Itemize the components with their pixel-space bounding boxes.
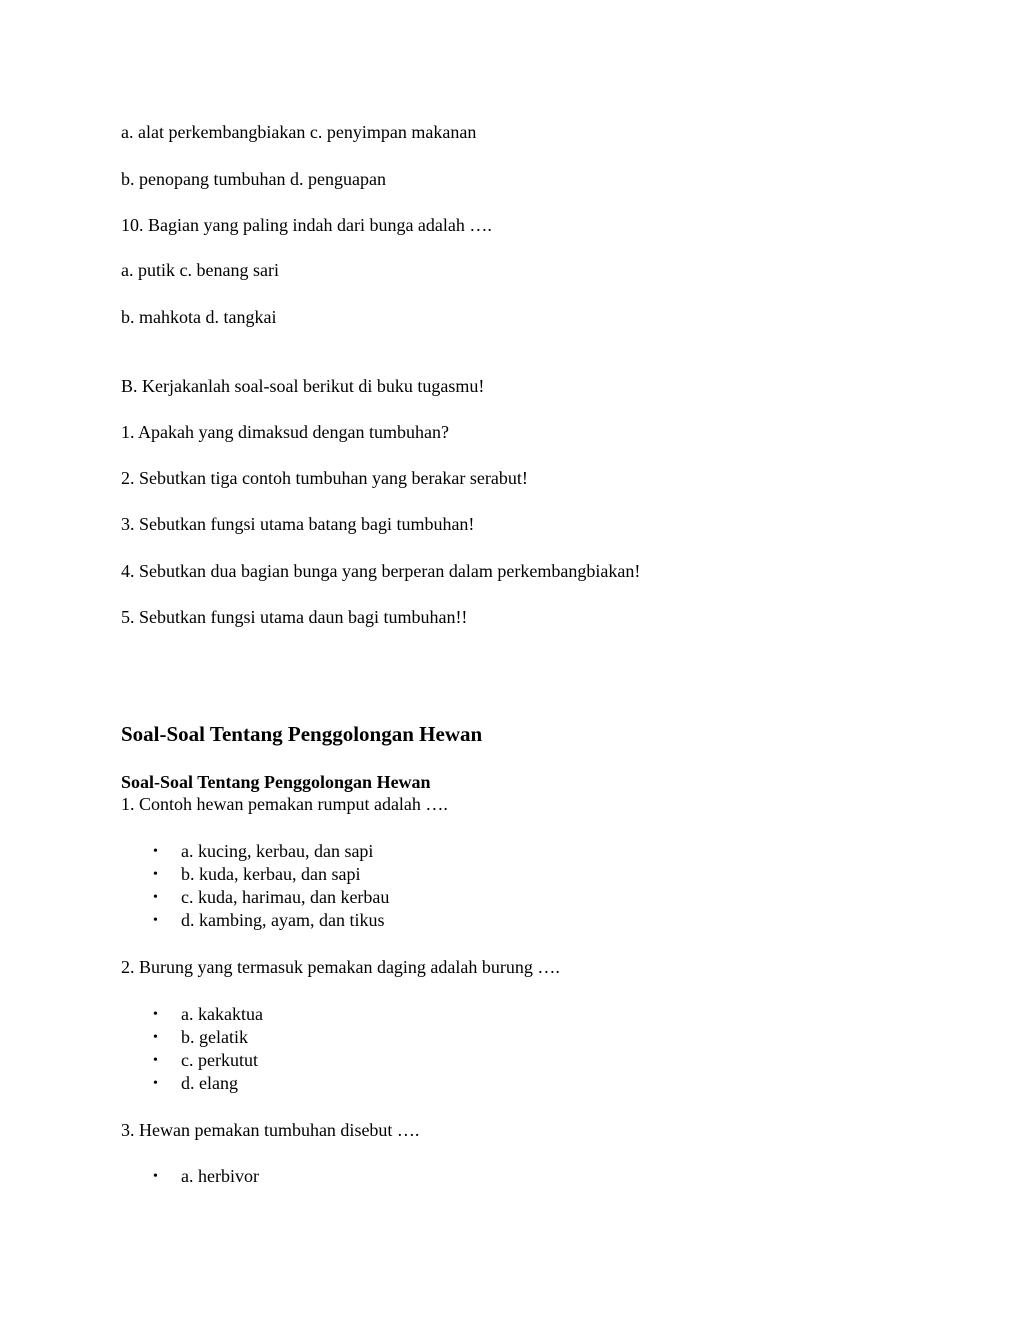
q10-question: 10. Bagian yang paling indah dari bunga adalah …. — [121, 215, 492, 235]
option-text: d. elang — [181, 1073, 238, 1093]
option-text: d. kambing, ayam, dan tikus — [181, 910, 385, 930]
q10-options-a-c: a. putik c. benang sari — [121, 260, 279, 280]
list-item — [121, 1049, 263, 1072]
essay-question-1: 1. Apakah yang dimaksud dengan tumbuhan? — [121, 422, 449, 442]
option-text: b. kuda, kerbau, dan sapi — [181, 864, 361, 884]
list-item — [121, 909, 389, 932]
list-item — [121, 1165, 259, 1188]
bullet-icon: • — [153, 844, 158, 859]
bullet-icon: • — [153, 890, 158, 905]
section-b-instruction: B. Kerjakanlah soal-soal berikut di buku tugasmu! — [121, 376, 485, 396]
list-item — [121, 1072, 263, 1095]
option-text: a. kucing, kerbau, dan sapi — [181, 841, 374, 861]
q9-options-b-d: b. penopang tumbuhan d. penguapan — [121, 169, 386, 189]
option-text: b. gelatik — [181, 1027, 248, 1047]
option-text: a. kakaktua — [181, 1004, 263, 1024]
essay-question-2: 2. Sebutkan tiga contoh tumbuhan yang berakar serabut! — [121, 468, 528, 488]
list-item — [121, 886, 389, 909]
essay-question-5: 5. Sebutkan fungsi utama daun bagi tumbuhan!! — [121, 607, 468, 627]
list-item — [121, 840, 389, 863]
essay-question-3: 3. Sebutkan fungsi utama batang bagi tumbuhan! — [121, 514, 475, 534]
mc-question-2-options — [121, 1003, 263, 1095]
bullet-icon: • — [153, 1053, 158, 1068]
section-title: Soal-Soal Tentang Penggolongan Hewan — [121, 722, 483, 746]
bullet-icon: • — [153, 867, 158, 882]
bullet-icon: • — [153, 1007, 158, 1022]
essay-question-4: 4. Sebutkan dua bagian bunga yang berperan dalam perkembangbiakan! — [121, 561, 641, 581]
q9-options-a-c: a. alat perkembangbiakan c. penyimpan makanan — [121, 122, 477, 142]
bullet-icon: • — [153, 1030, 158, 1045]
option-text: a. herbivor — [181, 1166, 259, 1186]
list-item — [121, 863, 389, 886]
section-subtitle: Soal-Soal Tentang Penggolongan Hewan — [121, 772, 431, 792]
bullet-icon: • — [153, 913, 158, 928]
q10-options-b-d: b. mahkota d. tangkai — [121, 307, 277, 327]
bullet-icon: • — [153, 1169, 158, 1184]
mc-question-2: 2. Burung yang termasuk pemakan daging adalah burung …. — [121, 957, 560, 977]
mc-question-3: 3. Hewan pemakan tumbuhan disebut …. — [121, 1120, 420, 1140]
bullet-icon: • — [153, 1076, 158, 1091]
mc-question-3-options — [121, 1165, 259, 1188]
list-item — [121, 1026, 263, 1049]
option-text: c. perkutut — [181, 1050, 258, 1070]
mc-question-1: 1. Contoh hewan pemakan rumput adalah …. — [121, 794, 448, 814]
list-item — [121, 1003, 263, 1026]
mc-question-1-options — [121, 840, 389, 932]
option-text: c. kuda, harimau, dan kerbau — [181, 887, 390, 907]
